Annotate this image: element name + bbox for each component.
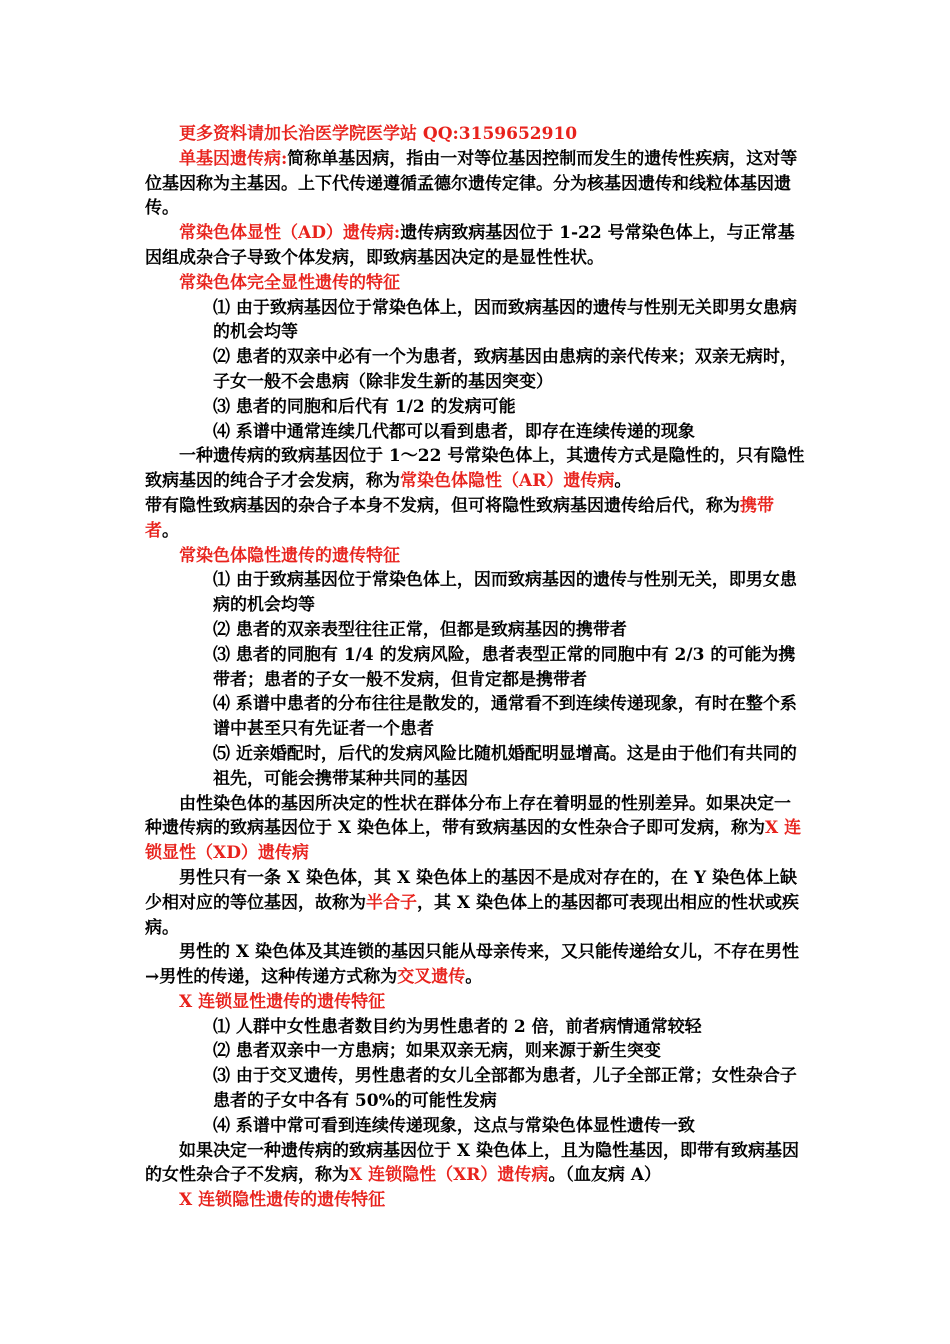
paragraph-single-gene xyxy=(145,147,807,221)
term-xr: X 连锁隐性（XR）遗传病 xyxy=(349,1165,549,1186)
paragraph-text: ，其 X 染色体上的基因都可表现出相应的性状或疾病。 xyxy=(145,892,800,938)
list-item: ⑴ 人群中女性患者数目约为男性患者的 2 倍，前者病情通常较轻 xyxy=(213,1016,702,1037)
paragraph-text: 男性的 X 染色体及其连锁的基因只能从母亲传来，又只能传递给女儿，不存在男性→男性的传递，这种传递方式称为 xyxy=(145,942,800,988)
paragraph-text: 。 xyxy=(465,967,483,988)
paragraph-carrier xyxy=(145,494,807,544)
list-item: ⑴ 由于致病基因位于常染色体上，因而致病基因的遗传与性别无关即男女患病的机会均等 xyxy=(213,297,797,343)
list-item: ⑷ 系谱中常可看到连续传递现象，这点与常染色体显性遗传一致 xyxy=(213,1115,695,1136)
definition-text: 遗传病致病基因位于 1-22 号常染色体上，与正常基因组成杂合子导致个体发病，即致病基因决定的是显性性状。 xyxy=(145,223,795,268)
paragraph-xr xyxy=(145,1139,807,1189)
list-item: ⑷ 系谱中患者的分布往往是散发的，通常看不到连续传递现象，有时在整个系谱中甚至只有先证者一个患者 xyxy=(213,694,797,740)
term-ar: 常染色体隐性（AR）遗传病 xyxy=(400,471,615,492)
paragraph-ar xyxy=(145,444,807,494)
heading-xd-features: X 连锁显性遗传的遗传特征 xyxy=(179,991,386,1012)
list-item: ⑵ 患者双亲中一方患病；如果双亲无病，则来源于新生突变 xyxy=(213,1041,661,1062)
promo-line: 更多资料请加长治医学院医学站 QQ:3159652910 xyxy=(179,124,578,144)
definition-text: 简称单基因病，指由一对等位基因控制而发生的遗传性疾病，这对等位基因称为主基因。上下代传递遵循孟德尔遗传定律。分为核基因遗传和线粒体基因遗传。 xyxy=(145,148,798,219)
term-xd: X 连锁显性（XD）遗传病 xyxy=(145,818,802,864)
list-item: ⑷ 系谱中通常连续几代都可以看到患者，即存在连续传递的现象 xyxy=(213,421,695,442)
term-hemizygote: 半合子 xyxy=(366,892,417,913)
list-item: ⑵ 患者的双亲表型往往正常，但都是致病基因的携带者 xyxy=(213,619,627,640)
term-single-gene: 单基因遗传病: xyxy=(179,148,288,169)
paragraph-ad xyxy=(145,221,807,271)
document-page xyxy=(145,122,807,1213)
list-item: ⑶ 患者的同胞有 1/4 的发病风险，患者表型正常的同胞中有 2/3 的可能为携带者；患者的子女一般不发病，但肯定都是携带者 xyxy=(213,644,796,690)
paragraph-cross-inheritance xyxy=(145,940,807,990)
list-item: ⑶ 患者的同胞和后代有 1/2 的发病可能 xyxy=(213,396,516,417)
heading-ar-features: 常染色体隐性遗传的遗传特征 xyxy=(179,545,400,566)
list-item: ⑸ 近亲婚配时，后代的发病风险比随机婚配明显增高。这是由于他们有共同的祖先，可能会携带某种共同的基因 xyxy=(213,743,797,789)
paragraph-text: 带有隐性致病基因的杂合子本身不发病，但可将隐性致病基因遗传给后代，称为 xyxy=(145,495,740,516)
paragraph-text: 一种遗传病的致病基因位于 1～22 号常染色体上，其遗传方式是隐性的，只有隐性致病基因的纯合子才会发病，称为 xyxy=(145,446,805,492)
list-item: ⑴ 由于致病基因位于常染色体上，因而致病基因的遗传与性别无关，即男女患病的机会均等 xyxy=(213,570,797,616)
paragraph-xd xyxy=(145,792,807,866)
paragraph-text: 男性只有一条 X 染色体，其 X 染色体上的基因不是成对存在的，在 Y 染色体上缺少相对应的等位基因，故称为 xyxy=(145,867,798,913)
paragraph-text: 。 xyxy=(614,471,632,492)
paragraph-hemizygote xyxy=(145,866,807,940)
list-item: ⑵ 患者的双亲中必有一个为患者，致病基因由患病的亲代传来；双亲无病时，子女一般不会患病（除非发生新的基因突变） xyxy=(213,347,797,392)
term-carrier: 携带者 xyxy=(145,495,774,541)
paragraph-text: 。（血友病 A） xyxy=(548,1165,662,1186)
term-ad: 常染色体显性（AD）遗传病: xyxy=(179,223,401,244)
paragraph-text: 如果决定一种遗传病的致病基因位于 X 染色体上，且为隐性基因，即带有致病基因的女性杂合子不发病，称为 xyxy=(145,1140,800,1186)
paragraph-text: 由性染色体的基因所决定的性状在群体分布上存在着明显的性别差异。如果决定一种遗传病的致病基因位于 X 染色体上，带有致病基因的女性杂合子即可发病，称为 xyxy=(145,793,791,839)
paragraph-text: 。 xyxy=(162,520,179,541)
heading-xr-features: X 连锁隐性遗传的遗传特征 xyxy=(179,1190,386,1211)
heading-ad-features: 常染色体完全显性遗传的特征 xyxy=(179,272,400,293)
term-cross-inheritance: 交叉遗传 xyxy=(397,967,466,988)
list-item: ⑶ 由于交叉遗传，男性患者的女儿全部都为患者，儿子全部正常；女性杂合子患者的子女中各有 50%的可能性发病 xyxy=(213,1066,797,1112)
